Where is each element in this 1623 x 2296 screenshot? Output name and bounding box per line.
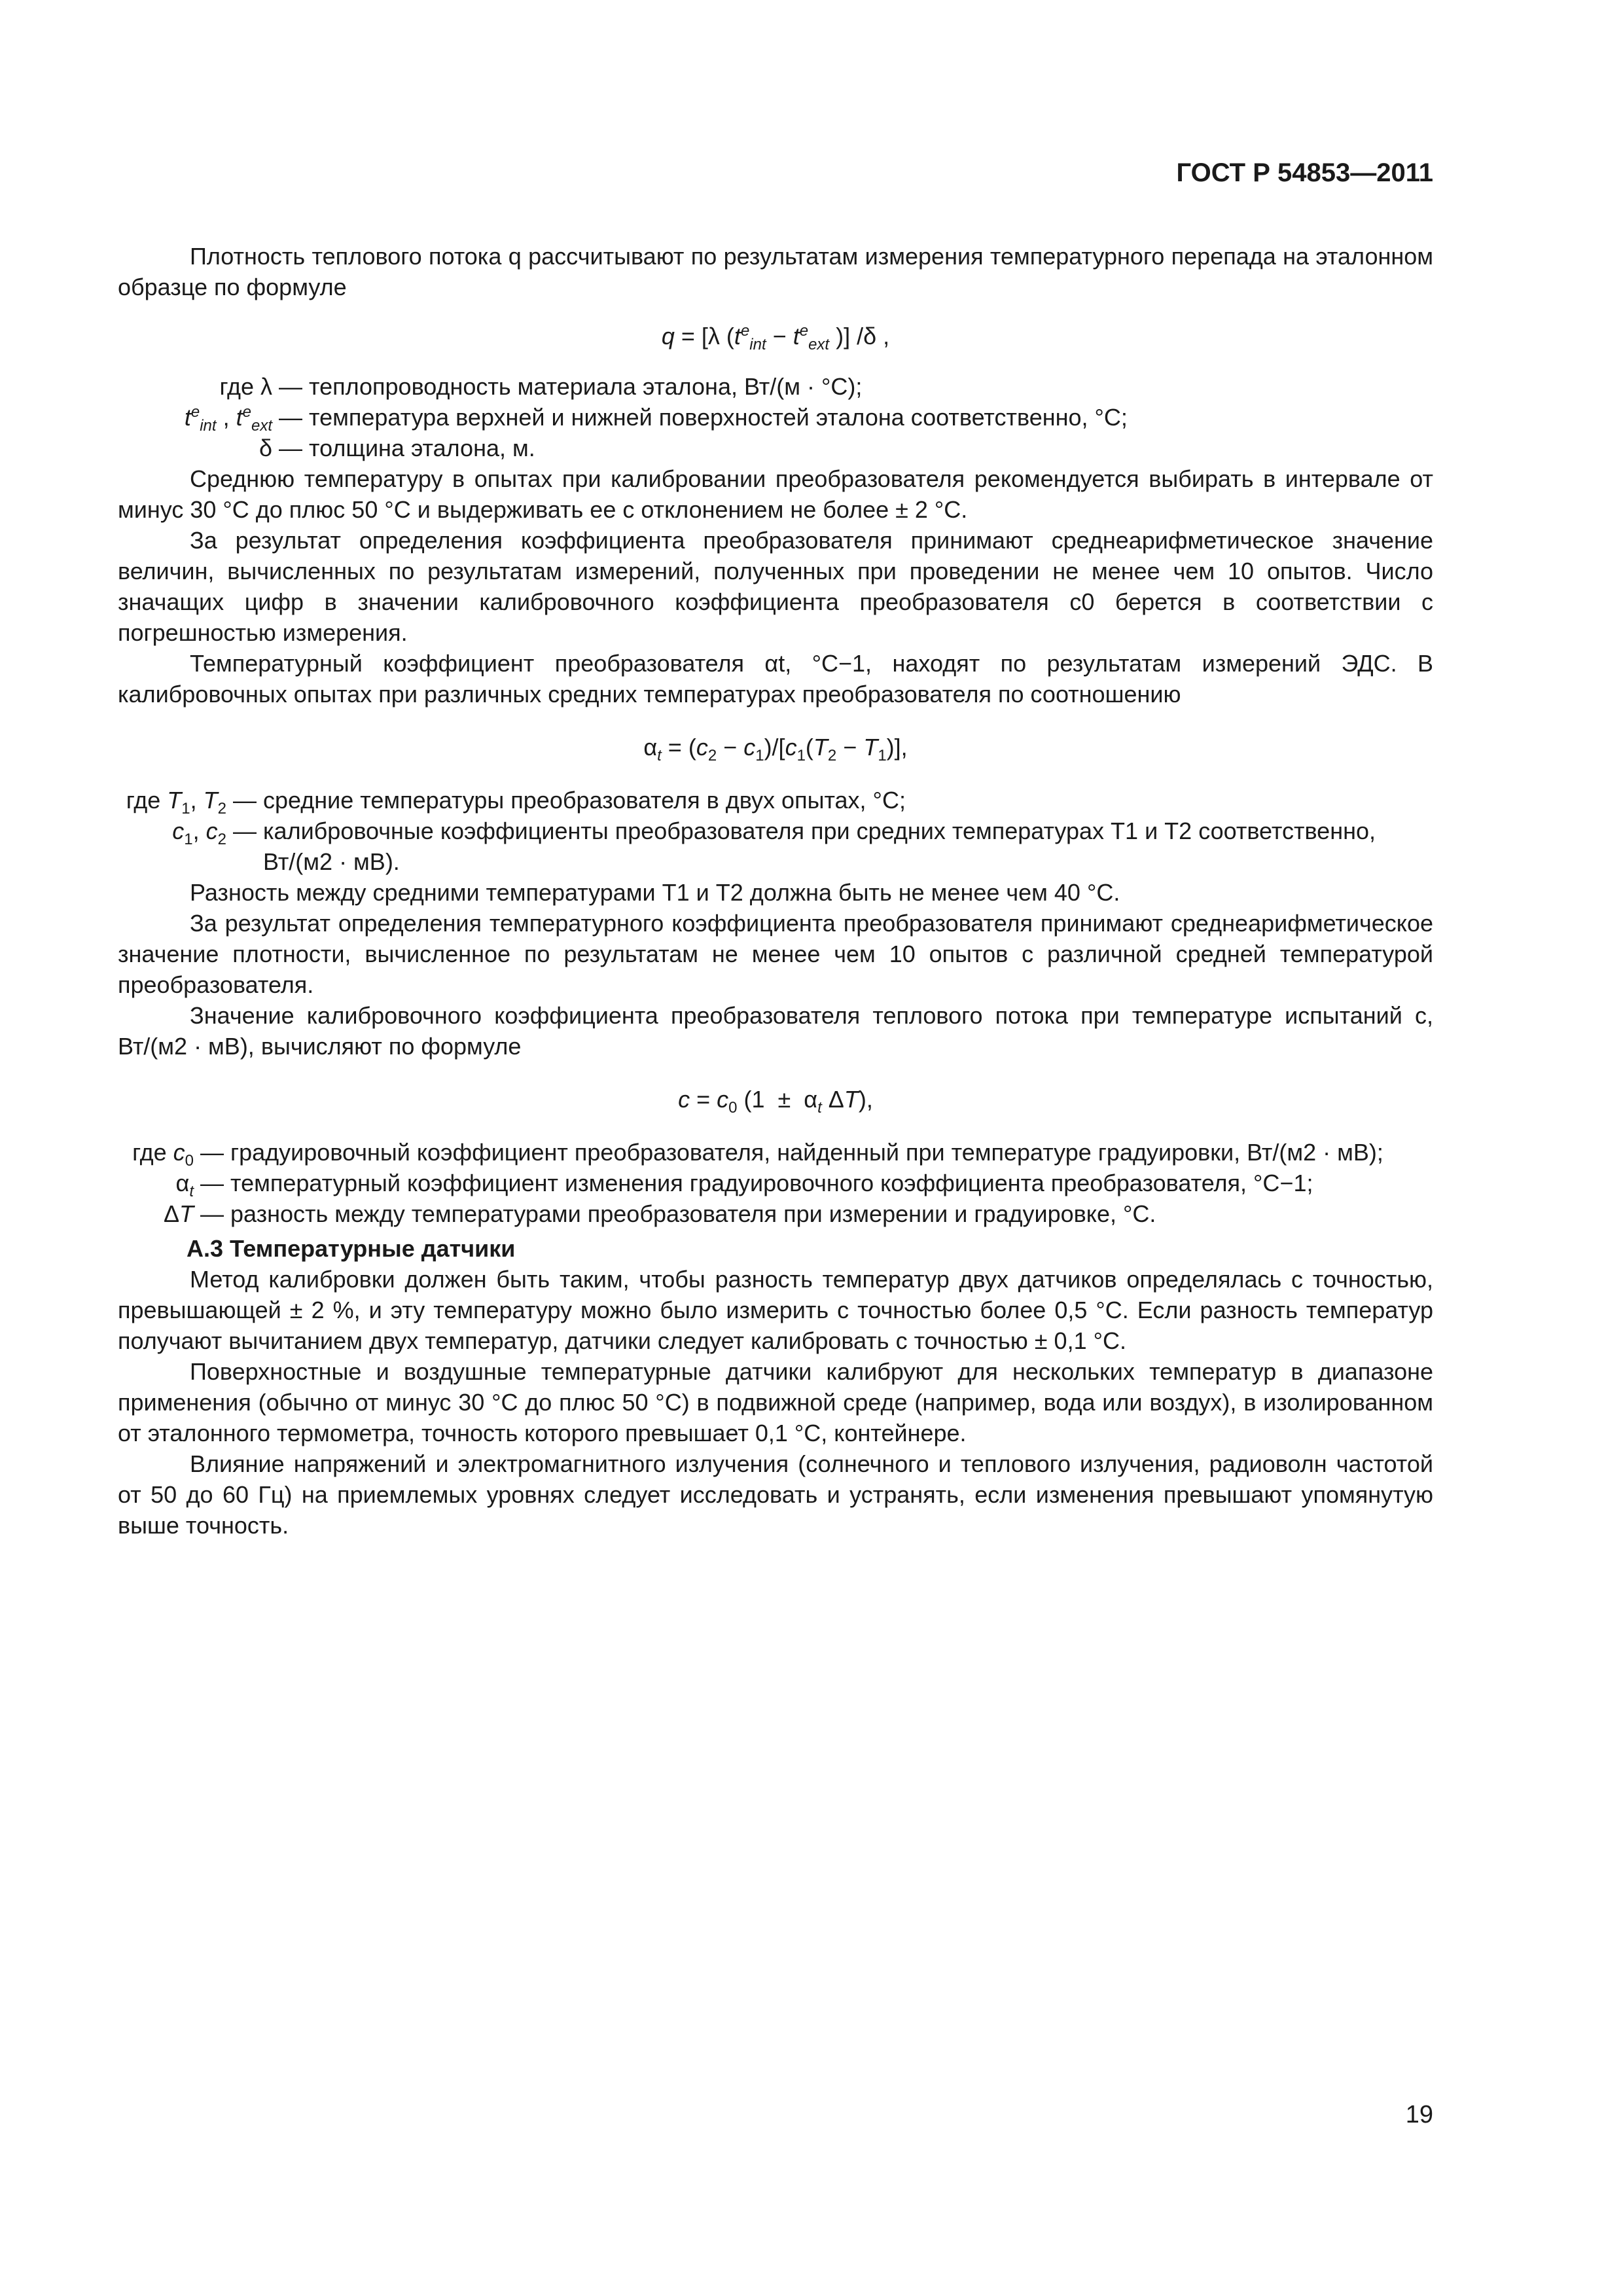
definition-t1-t2 <box>118 785 1433 816</box>
paragraph-mean-temperature: Среднюю температуру в опытах при калибровании преобразователя рекомендуется выбирать в интервале от минус 30 °С до плюс 50 °С и выдерживать ее с отклонением не более ± 2 °С. <box>118 465 1433 523</box>
definition-desc: теплопроводность материала эталона, Вт/(м · °С); <box>309 373 863 400</box>
definition-desc: калибровочные коэффициенты преобразователя при средних температурах T1 и T2 соответственно, Вт/(м2 · мВ). <box>263 817 1376 875</box>
definition-c0 <box>118 1137 1433 1168</box>
definition-desc: градуировочный коэффициент преобразователя, найденный при температуре градуировки, Вт/(м2 · мВ); <box>230 1139 1383 1166</box>
page-number: 19 <box>1405 2101 1433 2128</box>
definition-desc: температурный коэффициент изменения градуировочного коэффициента преобразователя, °С−1; <box>230 1170 1313 1196</box>
formula-heat-flux: q = [λ ($t^e_{int} - t^e_{ext}$ )] /δ , <box>661 322 890 354</box>
definition-desc: разность между температурами преобразователя при измерении и градуировке, °С. <box>230 1200 1156 1227</box>
definition-term: $\alpha_t$ — <box>175 1170 224 1201</box>
definition-desc: температура верхней и нижней поверхностей эталона соответственно, °С; <box>309 404 1128 431</box>
definition-term: $t^e_{int}$ , $t^e_{ext}$ — <box>184 403 302 435</box>
paragraph-temperature-coefficient-result: За результат определения температурного коэффициента преобразователя принимают среднеарифметическое значение плотности, вычисленное по результатам не менее чем 10 опытов с различной средней температурой преобразователя. <box>118 910 1433 998</box>
paragraph-sensor-calibration: Поверхностные и воздушные температурные датчики калибруют для нескольких температур в диапазоне применения (обычно от минус 30 °С до плюс 50 °С) в подвижной среде (например, вода или воздух), в изолированном от эталонного термометра, точность которого превышает 0,1 °С, контейнере. <box>118 1358 1433 1446</box>
document-body <box>118 241 1433 1541</box>
definition-alpha-t <box>118 1168 1433 1201</box>
formula-alpha: $\alpha_t = (c_2 - c_1)/[c_1(T_2 - T_1)]$, <box>643 734 908 765</box>
definition-term: где λ — <box>219 373 302 400</box>
paragraph-temperature-coefficient: Температурный коэффициент преобразователя αt, °С−1, находят по результатам измерений ЭДС. В калибровочных опытах при различных средних температурах преобразователя по соотношению <box>118 650 1433 708</box>
definition-surface-temperatures <box>118 402 1433 433</box>
paragraph-calibration-method: Метод калибровки должен быть таким, чтобы разность температур двух датчиков определялась с точностью, превышающей ± 2 %, и эту температуру можно было измерить с точностью более 0,5 °С. Если разность температур получают вычитанием двух температур, датчики следует калибровать с точностью ± 0,1 °С. <box>118 1266 1433 1354</box>
paragraph-heat-flux: Плотность теплового потока q рассчитывают по результатам измерения температурного перепада на эталонном образце по формуле <box>118 243 1433 300</box>
paragraph-temperature-difference: Разность между средними температурами T1 и T2 должна быть не менее чем 40 °С. <box>190 879 1120 906</box>
definition-term: где $T_1$, $T_2$ — <box>126 787 257 818</box>
definition-term: ΔT — <box>163 1200 224 1227</box>
definition-desc: толщина эталона, м. <box>309 435 535 461</box>
definition-delta <box>118 433 1433 463</box>
paragraph-calibration-coefficient: Значение калибровочного коэффициента преобразователя теплового потока при температуре испытаний c, Вт/(м2 · мВ), вычисляют по формуле <box>118 1002 1433 1060</box>
definition-desc: средние температуры преобразователя в двух опытах, °С; <box>263 787 906 814</box>
definition-term: $c_1$, $c_2$ — <box>172 817 257 849</box>
definition-term: δ — <box>259 435 302 461</box>
formula-c: $c = c_0$ ($1 \pm \alpha_t$ ΔT), <box>678 1086 873 1117</box>
paragraph-radiation-influence: Влияние напряжений и электромагнитного излучения (солнечного и теплового излучения, радиоволн частотой от 50 до 60 Гц) на приемлемых уровнях следует исследовать и устранять, если изменения превышают упомянутую выше точность. <box>118 1450 1433 1539</box>
document-header: ГОСТ Р 54853—2011 <box>1176 158 1433 187</box>
definition-term: где $c_0$ — <box>132 1139 224 1170</box>
paragraph-coefficient-result: За результат определения коэффициента преобразователя принимают среднеарифметическое значение величин, вычисленных по результатам измерений, полученных при проведении не менее чем 10 опытов. Число значащих цифр в значении калибровочного коэффициента преобразователя c0 берется в соответствии с погрешностью измерения. <box>118 527 1433 646</box>
section-title: А.3 Температурные датчики <box>187 1235 516 1262</box>
definition-delta-t <box>118 1198 1433 1229</box>
definition-lambda <box>118 371 1433 402</box>
definition-c1-c2 <box>118 816 1433 877</box>
